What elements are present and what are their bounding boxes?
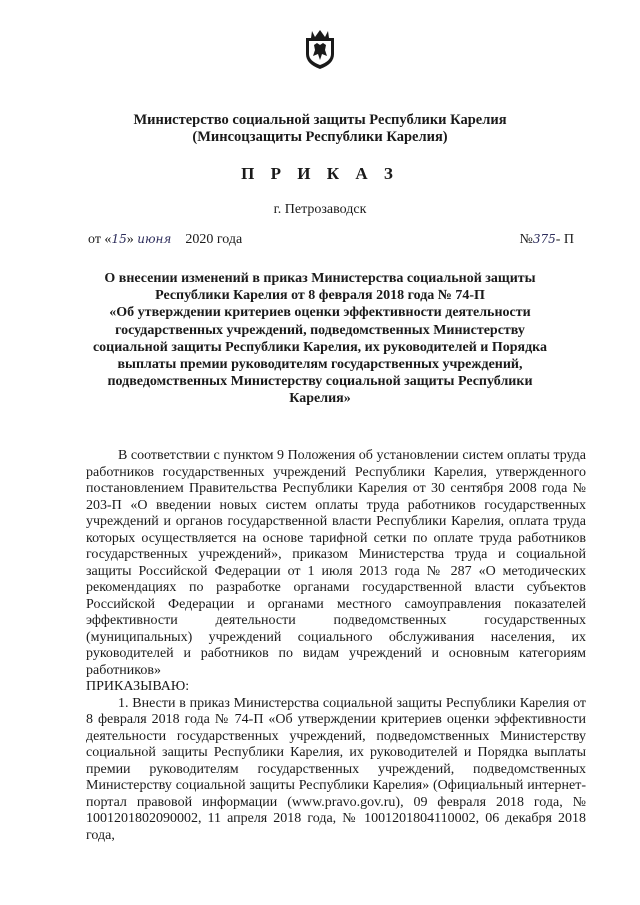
ministry-short-name: (Минсоцзащиты Республики Карелия)	[192, 129, 448, 145]
subject-line: социальной защиты Республики Карелия, их руководителей и Порядка	[92, 339, 548, 355]
preamble-paragraph: В соответствии с пунктом 9 Положения об установлении систем оплаты труда работников государственных учреждений Республики Карелия, утвержденного постановлением Правительства Республики Карелия от 30 сентября 2008 года № 203-П «О введении новых систем оплаты труда работников государственных учреждений и органов государственной власти Республики Карелия, оплата труда которых осуществляется на основе тарифной сетки по оплате труда работников государственных учреждений», приказом Министерства труда и социальной защиты Российской Федерации от 1 июля 2013 года № 287 «О методических рекомендациях по разработке органами государственной власти субъектов Российской Федерации и органами местного самоуправления показателей эффективности деятельности подведомственных государственных (муниципальных) учреждений социального обслуживания населения, их руководителей и работников по видам учреждений и основным категориям работников»	[86, 448, 586, 678]
handwritten-number: 375	[532, 232, 556, 246]
date-line	[88, 232, 242, 248]
order-word: ПРИКАЗЫВАЮ:	[86, 679, 190, 694]
date-prefix: от «	[88, 232, 112, 247]
handwritten-month: июня	[137, 232, 172, 246]
ministry-name: Министерство социальной защиты Республики Карелия	[133, 112, 507, 128]
subject-line: подведомственных Министерству социальной защиты Республики	[107, 374, 533, 390]
subject-line: «Об утверждении критериев оценки эффективности деятельности	[109, 305, 531, 321]
coat-of-arms-icon	[302, 28, 338, 70]
subject-line: Республики Карелия от 8 февраля 2018 года № 74-П	[155, 288, 485, 304]
number-suffix: - П	[555, 232, 574, 247]
subject-line: О внесении изменений в приказ Министерства социальной защиты	[104, 271, 536, 286]
order-subject	[0, 270, 640, 408]
document-type-title: П Р И К А З	[241, 164, 399, 183]
subject-line: Карелия»	[289, 391, 351, 407]
number-prefix: №	[519, 232, 533, 247]
clause-1-paragraph: 1. Внести в приказ Министерства социальной защиты Республики Карелия от 8 февраля 2018 года № 74-П «Об утверждении критериев оценки эффективности деятельности государственных учреждений, подведомственных Министерству социальной защиты Республики Карелия, их руководителей и Порядка выплаты премии руководителям государственных учреждений, подведомственных Министерству социальной защиты Республики Карелия» (Официальный интернет-портал правовой информации (www.pravo.gov.ru), 09 февраля 2018 года, № 1001201802090002, 11 апреля 2018 года, № 1001201804110002, 06 декабря 2018 года,	[86, 695, 586, 843]
city-line: г. Петрозаводск	[273, 202, 367, 217]
subject-line: выплаты премии руководителям государственных учреждений,	[117, 357, 523, 373]
order-body	[86, 448, 586, 844]
handwritten-day: 15	[111, 232, 127, 246]
ministry-header	[0, 112, 640, 146]
subject-line: государственных учреждений, подведомственных Министерству	[115, 322, 525, 338]
date-mid: »	[126, 232, 138, 247]
order-number	[519, 232, 574, 248]
date-year: 2020 года	[185, 232, 243, 247]
